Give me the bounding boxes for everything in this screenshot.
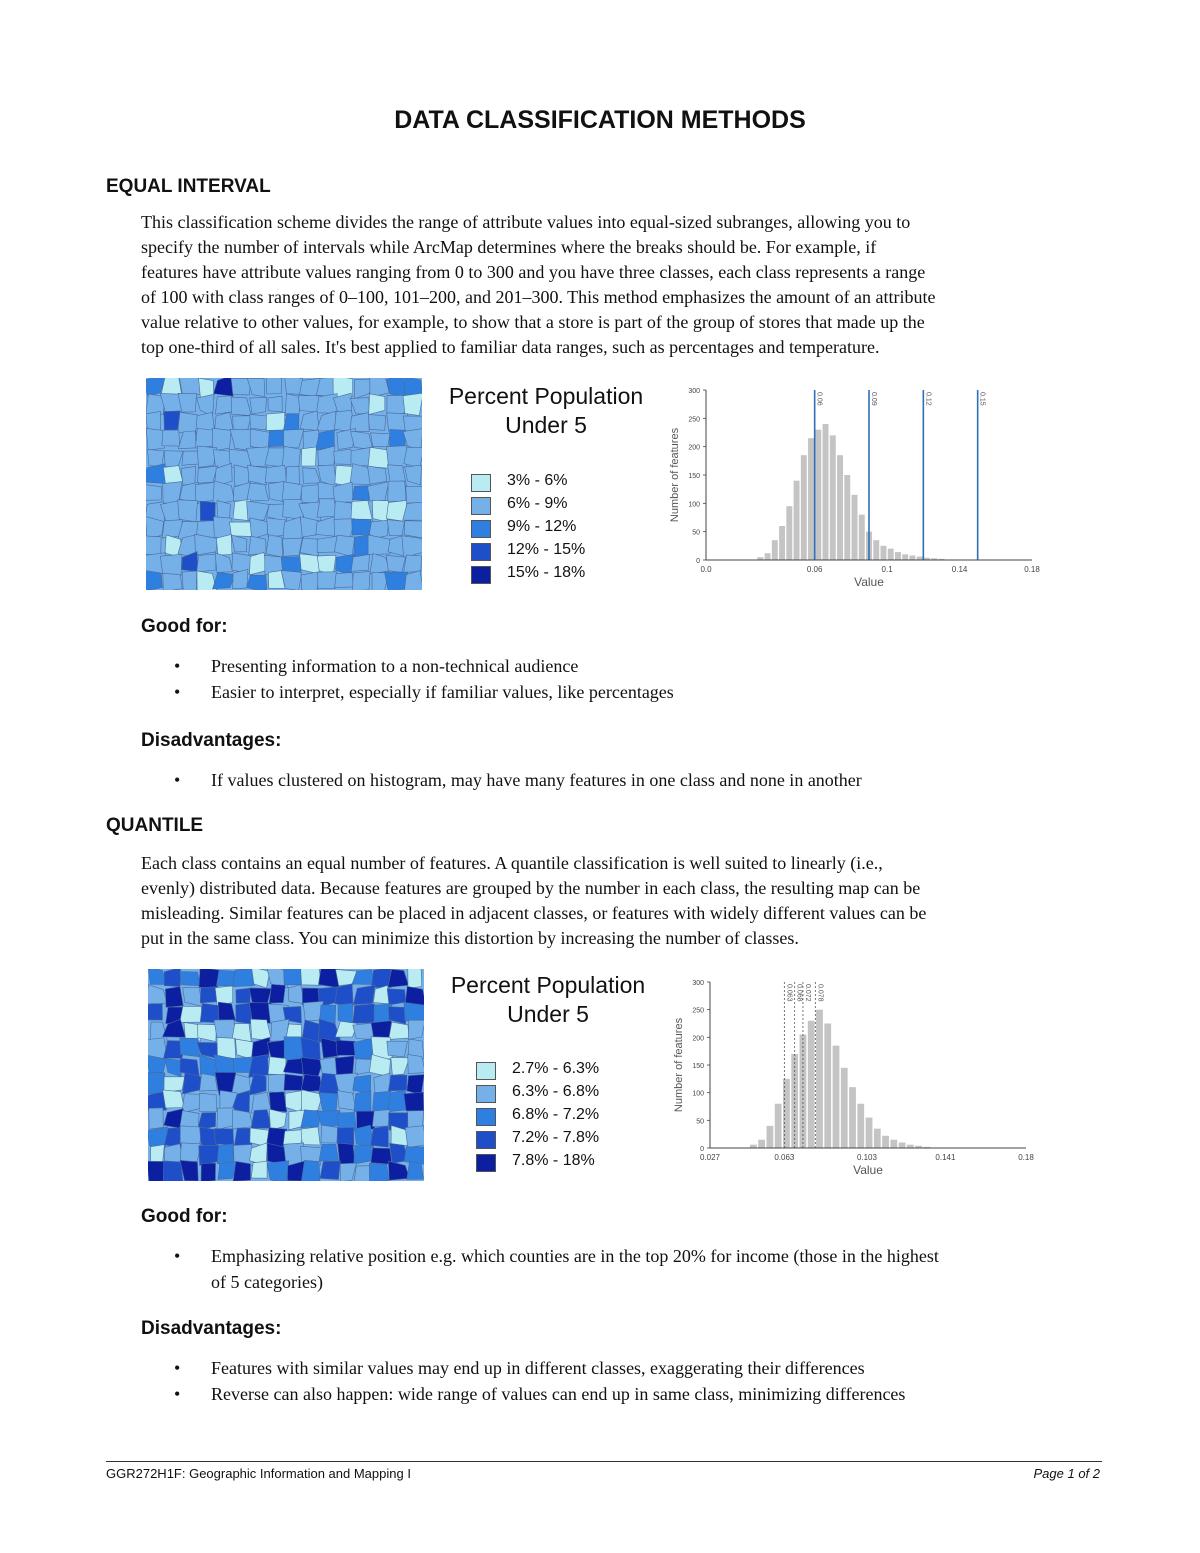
good-for-list <box>141 653 1101 705</box>
y-tick-label: 50 <box>692 529 700 537</box>
map-region <box>354 1091 371 1113</box>
map-region <box>232 1110 252 1130</box>
map-region <box>405 1126 424 1148</box>
bullet-icon: • <box>174 770 181 790</box>
map-region <box>404 1092 424 1111</box>
x-tick-label: 0.14 <box>951 565 968 574</box>
legend-swatch <box>476 1062 496 1080</box>
map-region <box>388 481 406 502</box>
histogram-bar <box>772 540 778 560</box>
histogram-bar <box>779 526 785 560</box>
legend-title-line: Percent Population <box>448 383 644 409</box>
section-heading-quantile: QUANTILE <box>106 815 204 836</box>
histogram-bar <box>775 1104 782 1148</box>
histogram-bar <box>890 1140 897 1148</box>
histogram-equal-interval <box>664 382 1044 590</box>
map-region <box>247 575 267 590</box>
map-region <box>266 378 281 394</box>
histogram-quantile <box>668 974 1038 1178</box>
bullet-item <box>141 679 1101 705</box>
bullet-text: Easier to interpret, especially if familiar values, like percentages <box>211 682 674 702</box>
y-tick-label: 300 <box>688 388 700 395</box>
histogram-bar <box>837 455 843 560</box>
paragraph-line: specify the number of intervals while ArcMap determines where the breaks should be. For example, if <box>141 237 877 257</box>
map-region <box>201 1163 216 1181</box>
legend-label: 7.8% - 18% <box>512 1152 595 1169</box>
paragraph-line: misleading. Similar features can be placed in adjacent classes, or features with widely different values can be <box>141 903 927 923</box>
break-label: 0.06 <box>815 392 823 406</box>
bullet-icon: • <box>174 682 181 702</box>
bullet-text: Presenting information to a non-technical audience <box>211 656 579 676</box>
legend-label: 6% - 9% <box>507 495 568 512</box>
map-region <box>386 555 405 572</box>
map-region <box>233 1161 250 1181</box>
break-label: 0.12 <box>924 392 932 406</box>
bullet-text: Emphasizing relative position e.g. which counties are in the top 20% for income (those in the highest <box>211 1246 939 1266</box>
footer-course-title: GGR272H1F: Geographic Information and Mapping I <box>106 1466 411 1481</box>
map-region <box>250 429 269 449</box>
map-region <box>149 1108 164 1129</box>
x-tick-label: 0.06 <box>806 565 823 574</box>
histogram-bar <box>852 495 858 560</box>
map-region <box>336 1040 355 1055</box>
legend-swatch <box>471 520 491 538</box>
map-region <box>282 482 303 502</box>
paragraph-line: evenly) distributed data. Because features are grouped by the number in each class, the resulting map can be <box>141 878 921 898</box>
map-region <box>162 430 180 446</box>
map-region <box>146 570 162 590</box>
legend-swatch <box>476 1154 496 1172</box>
paragraph-line: put in the same class. You can minimize this distortion by increasing the number of classes. <box>141 928 799 948</box>
map-region <box>269 1092 287 1112</box>
histogram-bar <box>888 549 894 560</box>
map-region <box>316 394 337 414</box>
map-region <box>148 1004 162 1020</box>
histogram-bar <box>830 435 836 560</box>
legend-label: 2.7% - 6.3% <box>512 1060 600 1077</box>
legend-swatch <box>471 566 491 584</box>
map-region <box>403 393 422 416</box>
good-for-heading: Good for: <box>141 616 228 637</box>
histogram-bar <box>895 552 901 560</box>
legend-swatch <box>476 1085 496 1103</box>
map-region <box>301 572 320 590</box>
map-region <box>215 396 232 414</box>
map-region <box>160 554 181 575</box>
map-region <box>408 1020 424 1039</box>
histogram-bar <box>808 1021 815 1148</box>
footer-page-number: Page 1 of 2 <box>1033 1466 1100 1481</box>
histogram-bar <box>866 1118 873 1148</box>
histogram-bar <box>902 554 908 560</box>
bullet-icon: • <box>174 656 181 676</box>
histogram-bar <box>824 1024 831 1149</box>
histogram-bar <box>857 1104 864 1148</box>
x-tick-label: 0.1 <box>881 565 893 574</box>
legend-title <box>428 971 668 1029</box>
y-tick-label: 0 <box>696 558 700 565</box>
y-tick-label: 200 <box>692 1035 704 1043</box>
map-region <box>282 538 302 556</box>
map-region <box>164 411 180 433</box>
map-region <box>372 1110 389 1127</box>
map-region <box>163 1161 183 1181</box>
histogram-bar <box>841 1068 848 1148</box>
map-region <box>408 969 422 988</box>
disadvantages-heading: Disadvantages: <box>141 730 282 751</box>
legend-label: 3% - 6% <box>507 472 568 489</box>
histogram-bar <box>874 1129 881 1148</box>
histogram-bar <box>859 515 865 560</box>
map-region <box>371 1126 389 1147</box>
map-region <box>180 1143 201 1162</box>
histogram-bar <box>881 546 887 560</box>
map-region <box>387 989 406 1005</box>
map-region <box>387 378 408 397</box>
map-region <box>335 573 354 588</box>
histogram-bar <box>815 430 821 560</box>
histogram-bar <box>765 553 771 560</box>
map-region <box>334 449 354 464</box>
bullet-item <box>141 767 1101 793</box>
map-region <box>232 969 254 987</box>
map-region <box>385 572 408 590</box>
break-label: 0.078 <box>816 984 824 1002</box>
map-region <box>269 984 285 1003</box>
y-tick-label: 200 <box>688 444 700 452</box>
map-region <box>352 486 369 501</box>
map-region <box>301 1127 320 1145</box>
legend-title <box>426 382 666 440</box>
histogram-bar <box>767 1126 774 1148</box>
histogram-bar <box>801 455 807 560</box>
map-region <box>372 500 388 521</box>
map-region <box>335 984 353 1007</box>
x-tick-label: 0.0 <box>700 565 712 574</box>
legend-swatch <box>471 497 491 515</box>
bullet-text: of 5 categories) <box>211 1272 323 1292</box>
map-region <box>268 1057 286 1075</box>
map-region <box>351 554 369 571</box>
histogram-bar <box>758 1140 765 1148</box>
map-region <box>407 1075 424 1095</box>
paragraph-line: features have attribute values ranging from 0 to 300 and you have three classes, each class represents a range <box>141 262 926 282</box>
map-region <box>284 1074 303 1090</box>
x-tick-label: 0.141 <box>935 1153 956 1162</box>
y-tick-label: 250 <box>688 416 700 424</box>
map-region <box>301 1074 322 1092</box>
bullet-text: If values clustered on histogram, may have many features in one class and none in another <box>211 770 862 790</box>
map-region <box>180 972 200 986</box>
map-region <box>353 571 371 590</box>
paragraph-line: This classification scheme divides the range of attribute values into equal-sized subranges, allowing you to <box>141 212 911 232</box>
map-region <box>368 414 386 430</box>
legend-label: 7.2% - 7.8% <box>512 1129 600 1146</box>
paragraph-line: of 100 with class ranges of 0–100, 101–200, and 201–300. This method emphasizes the amount of an attribute <box>141 287 936 307</box>
legend-label: 12% - 15% <box>507 541 586 558</box>
map-region <box>301 485 319 504</box>
bullet-icon: • <box>174 1358 181 1378</box>
map-region <box>163 573 182 590</box>
y-tick-label: 0 <box>700 1146 704 1153</box>
map-graphic <box>146 378 422 590</box>
map-region <box>182 571 197 590</box>
histogram-bar <box>917 557 923 560</box>
histogram-bar <box>816 1010 823 1148</box>
map-region <box>353 1004 375 1024</box>
map-region <box>268 430 284 447</box>
map-region <box>250 397 267 414</box>
map-region <box>266 535 283 557</box>
legend-label: 15% - 18% <box>507 564 586 581</box>
legend-swatch <box>476 1108 496 1126</box>
map-region <box>368 466 387 484</box>
map-region <box>230 522 253 537</box>
histogram-bar <box>823 424 829 560</box>
map-region <box>352 519 372 535</box>
footer-divider <box>106 1461 1102 1462</box>
histogram-bar <box>873 540 879 560</box>
histogram-bar <box>849 1087 856 1148</box>
bullet-text: Reverse can also happen: wide range of values can end up in same class, minimizing differences <box>211 1384 906 1404</box>
map-region <box>214 1129 233 1146</box>
x-tick-label: 0.18 <box>1024 565 1040 574</box>
map-region <box>319 1144 338 1161</box>
quantile-paragraph <box>141 851 1101 951</box>
x-tick-label: 0.027 <box>699 1153 721 1162</box>
map-region <box>180 1006 203 1022</box>
map-region <box>164 969 181 987</box>
bullet-item <box>141 1243 1101 1295</box>
map-region <box>301 447 316 466</box>
x-tick-label: 0.18 <box>1018 1153 1034 1162</box>
histogram-bar <box>791 1054 798 1148</box>
histogram-bar <box>783 1079 790 1148</box>
map-region <box>200 1074 218 1091</box>
y-tick-label: 150 <box>692 1063 704 1070</box>
paragraph-line: Each class contains an equal number of features. A quantile classification is well suited to linearly (i.e., <box>141 853 883 873</box>
x-axis-label: Value <box>854 575 884 589</box>
map-region <box>233 569 248 588</box>
legend-swatch <box>471 543 491 561</box>
histogram-bar <box>786 506 792 560</box>
histogram-bar <box>882 1136 889 1148</box>
map-region <box>266 413 284 431</box>
good-for-list <box>141 1243 1101 1295</box>
x-tick-label: 0.063 <box>774 1153 795 1162</box>
break-label: 0.072 <box>803 984 811 1002</box>
map-region <box>146 484 162 500</box>
map-region <box>404 521 422 538</box>
histogram-bar <box>794 481 800 560</box>
y-tick-label: 50 <box>696 1118 704 1126</box>
legend-swatch <box>476 1131 496 1149</box>
map-region <box>281 557 303 573</box>
y-tick-label: 250 <box>692 1007 704 1015</box>
x-tick-label: 0.103 <box>856 1153 877 1162</box>
map-region <box>268 396 282 412</box>
break-label: 0.09 <box>870 392 877 406</box>
map-region <box>406 486 422 503</box>
map-region <box>318 572 337 589</box>
map-region <box>371 433 391 447</box>
map-region <box>387 520 404 536</box>
y-tick-label: 100 <box>688 501 700 509</box>
map-region <box>216 970 234 985</box>
map-region <box>407 1161 424 1179</box>
map-region <box>148 1127 168 1149</box>
map-region <box>247 483 269 501</box>
histogram-bar <box>909 555 915 560</box>
map-region <box>236 988 251 1003</box>
map-region <box>301 1160 320 1181</box>
map-region <box>335 1056 354 1075</box>
map-region <box>165 987 183 1008</box>
bullet-item <box>141 1355 1101 1381</box>
good-for-heading: Good for: <box>141 1206 228 1227</box>
map-region <box>408 1054 424 1073</box>
map-region <box>320 1161 340 1180</box>
legend-title-line: Under 5 <box>507 1001 589 1027</box>
legend-label: 9% - 12% <box>507 518 577 535</box>
map-region <box>267 1161 289 1181</box>
map-region <box>249 536 266 554</box>
disadvantages-list <box>141 767 1101 793</box>
disadvantages-list <box>141 1355 1101 1407</box>
map-region <box>199 969 219 989</box>
map-region <box>284 1037 304 1060</box>
choropleth-map-equal-interval <box>146 378 422 590</box>
map-region <box>178 500 198 522</box>
map-region <box>387 1041 408 1057</box>
bullet-item <box>141 653 1101 679</box>
map-region <box>199 1093 217 1111</box>
y-tick-label: 100 <box>692 1090 704 1098</box>
map-region <box>216 534 232 555</box>
map-region <box>146 536 161 556</box>
map-region <box>369 1163 389 1181</box>
y-tick-label: 150 <box>688 473 700 480</box>
bullet-icon: • <box>174 1384 181 1404</box>
section-heading-equal-interval: EQUAL INTERVAL <box>106 176 271 197</box>
bullet-icon: • <box>174 1246 181 1266</box>
map-region <box>251 1161 267 1178</box>
y-axis-label: Number of features <box>673 1017 685 1113</box>
y-tick-label: 300 <box>692 980 704 987</box>
break-label: 0.15 <box>978 392 986 406</box>
map-graphic <box>148 969 424 1181</box>
x-axis-label: Value <box>853 1163 883 1177</box>
map-region <box>200 501 215 520</box>
map-region <box>321 1125 338 1143</box>
paragraph-line: top one-third of all sales. It's best applied to familiar data ranges, such as percentages and temperature. <box>141 337 880 357</box>
break-label: 0.063 <box>785 984 793 1002</box>
legend-swatch <box>471 474 491 492</box>
legend-label: 6.3% - 6.8% <box>512 1083 600 1100</box>
map-region <box>265 465 286 482</box>
map-region <box>368 447 389 468</box>
legend-title-line: Under 5 <box>505 412 587 438</box>
histogram-bar <box>844 475 850 560</box>
bullet-text: Features with similar values may end up in different classes, exaggerating their differences <box>211 1358 865 1378</box>
bullet-item <box>141 1381 1101 1407</box>
histogram-bar <box>808 438 814 560</box>
map-region <box>163 1090 184 1108</box>
map-region <box>404 555 422 573</box>
legend-label: 6.8% - 7.2% <box>512 1106 600 1123</box>
histogram-bar <box>833 1046 840 1148</box>
paragraph-line: value relative to other values, for example, to show that a store is part of the group of stores that made up the <box>141 312 925 332</box>
map-region <box>181 466 196 485</box>
map-region <box>388 1075 407 1091</box>
equal-interval-paragraph <box>141 210 1101 360</box>
disadvantages-heading: Disadvantages: <box>141 1318 282 1339</box>
legend-title-line: Percent Population <box>450 972 646 998</box>
map-region <box>389 1022 409 1039</box>
map-region <box>197 554 216 572</box>
choropleth-map-quantile <box>148 969 424 1181</box>
page-title: DATA CLASSIFICATION METHODS <box>394 106 806 134</box>
map-region <box>180 1038 200 1057</box>
histogram-bar <box>899 1142 906 1148</box>
y-axis-label: Number of features <box>669 427 681 523</box>
break-label: 0.068 <box>795 984 803 1002</box>
